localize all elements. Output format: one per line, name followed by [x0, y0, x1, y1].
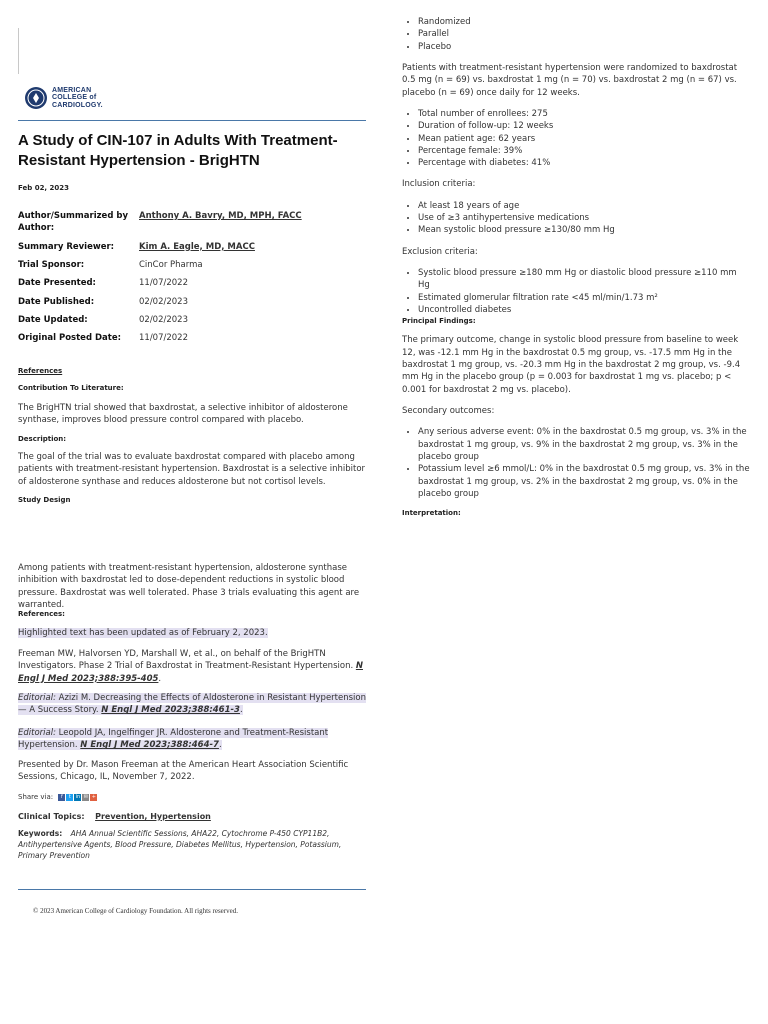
meta-row-presented — [18, 277, 366, 295]
page-title: A Study of CIN-107 in Adults With Treatment-Resistant Hypertension - BrigHTN — [18, 132, 338, 170]
acc-logo[interactable] — [24, 86, 103, 110]
design-list — [402, 16, 750, 53]
list-item: • Mean patient age: 62 years — [418, 133, 750, 145]
reference-3 — [18, 727, 366, 752]
meta-label: Original Posted Date: — [18, 333, 122, 344]
share-row — [18, 792, 366, 802]
secondary-heading: Secondary outcomes: — [402, 405, 495, 416]
logo-line-2: COLLEGE of — [52, 94, 97, 102]
interpretation-heading: Interpretation: — [402, 509, 461, 518]
more-share-icon[interactable]: + — [91, 793, 96, 800]
reference-3-doi-link[interactable]: N Engl J Med 2023;388:464-7 — [80, 740, 219, 751]
header-rule — [18, 120, 366, 121]
meta-value: 02/02/2023 — [139, 314, 188, 325]
facebook-icon[interactable]: f — [58, 794, 65, 801]
acc-logo-text — [52, 87, 103, 109]
reference-2 — [18, 692, 366, 717]
acc-seal-icon — [24, 86, 48, 110]
reference-3-prefix: Editorial: — [18, 728, 56, 738]
reference-2-doi-link[interactable]: N Engl J Med 2023;388:461-3 — [101, 705, 240, 716]
description-heading: Description: — [18, 435, 67, 443]
list-item: • Parallel — [418, 28, 750, 40]
logo-line-3: CARDIOLOGY. — [52, 101, 103, 109]
meta-row-reviewer — [18, 241, 366, 259]
list-item: • At least 18 years of age — [418, 200, 750, 212]
list-item: • Any serious adverse event: 0% in the baxdrostat 0.5 mg group, vs. 3% in the baxdrostat 1 mg group, vs. 9% in the baxdrostat 2 mg group, vs. 3% in the placebo group — [418, 426, 750, 463]
description-text: The goal of the trial was to evaluate baxdrostat compared with placebo among patients with treatment-resistant hypertension. Baxdrostat is a selective inhibitor of aldosterone synthase and reduces aldosterone but not cortisol levels. — [18, 452, 366, 487]
meta-label: Trial Sponsor: — [18, 259, 85, 270]
list-item: • Placebo — [418, 41, 750, 53]
meta-row-published — [18, 296, 366, 314]
findings-text: The primary outcome, change in systolic blood pressure from baseline to week 12, was -12.1 mm Hg in the baxdrostat 0.5 mg group, vs. -17.5 mm Hg in the baxdrostat 1 mg group, vs. -20.3 mm Hg in the baxdrostat 2 mg group, vs. -9.4 mm Hg in the placebo group (p = 0.003 for baxdrostat 1 mg vs. placebo; p < 0.001 for baxdrostat 2 mg vs. placebo). — [402, 335, 741, 395]
header-divider — [18, 28, 19, 74]
email-icon[interactable]: ✉ — [83, 793, 88, 800]
footer-rule — [18, 889, 366, 890]
findings-heading: Principal Findings: — [402, 317, 476, 326]
reviewer-link[interactable]: Kim A. Eagle, MD, MACC — [139, 241, 255, 252]
meta-row-updated — [18, 314, 366, 332]
twitter-icon[interactable]: t — [66, 794, 73, 801]
meta-row-author — [18, 210, 366, 241]
share-label: Share via: — [18, 793, 54, 801]
list-item: • Use of ≥3 antihypertensive medications — [418, 212, 750, 224]
keywords — [18, 829, 366, 862]
list-item: • Potassium level ≥6 mmol/L: 0% in the baxdrostat 0.5 mg group, vs. 3% in the baxdrostat 1 mg group, vs. 2% in the baxdrostat 2 mg group, vs. 0% in the placebo group — [418, 463, 750, 500]
exclusion-heading: Exclusion criteria: — [402, 246, 478, 257]
right-column — [402, 16, 750, 518]
reference-4: Presented by Dr. Mason Freeman at the American Heart Association Scientific Sessions, Chicago, IL, November 7, 2022. — [18, 760, 349, 783]
meta-value: 02/02/2023 — [139, 296, 188, 307]
list-item: • Percentage female: 39% — [418, 145, 750, 157]
reference-1 — [18, 648, 366, 685]
references-link[interactable]: References — [18, 367, 63, 375]
clinical-topics-label: Clinical Topics: — [18, 812, 85, 821]
meta-label: Date Published: — [18, 296, 95, 307]
list-item: • Percentage with diabetes: 41% — [418, 157, 750, 169]
contribution-text: The BrigHTN trial showed that baxdrostat, a selective inhibitor of aldosterone synthase, improves blood pressure control compared with placebo. — [18, 403, 348, 426]
linkedin-icon[interactable]: in — [75, 793, 81, 800]
publish-date: Feb 02, 2023 — [18, 184, 70, 192]
keywords-label: Keywords: — [18, 829, 63, 838]
study-design-heading: Study Design — [18, 496, 71, 504]
reference-2-prefix: Editorial: — [18, 693, 56, 703]
meta-label: Author/Summarized by Author: — [18, 211, 128, 234]
reference-2-highlight: Editorial: Azizi M. Decreasing the Effects of Aldosterone in Resistant Hypertension — A Success Story. N Engl J Med 2023;388:461-3. — [18, 693, 367, 716]
meta-label: Date Updated: — [18, 314, 88, 325]
keywords-value: AHA Annual Scientific Sessions, AHA22, Cytochrome P-450 CYP11B2, Antihypertensive Agents, Blood Pressure, Diabetes Mellitus, Hypertension, Potassium, Primary Prevention — [18, 829, 342, 860]
conclusion-text: Among patients with treatment-resistant hypertension, aldosterone synthase inhibition with baxdrostat led to dose-dependent reductions in systolic blood pressure. Baxdrostat was well tolerated. Phase 3 trials evaluating this agent are warranted. — [18, 563, 360, 610]
share-icons — [58, 794, 97, 801]
reference-3-highlight: Editorial: Leopold JA, Ingelfinger JR. Aldosterone and Treatment-Resistant Hypertension. N Engl J Med 2023;388:464-7. — [18, 728, 329, 751]
meta-row-sponsor — [18, 259, 366, 277]
contribution-heading: Contribution To Literature: — [18, 384, 124, 392]
clinical-topics — [18, 811, 366, 823]
list-item: • Mean systolic blood pressure ≥130/80 mm Hg — [418, 224, 750, 236]
inclusion-list — [402, 200, 750, 237]
references-heading: References: — [18, 610, 65, 618]
list-item: • Total number of enrollees: 275 — [418, 108, 750, 120]
design-text: Patients with treatment-resistant hypertension were randomized to baxdrostat 0.5 mg (n = 69) vs. baxdrostat 1 mg (n = 70) vs. baxdrostat 2 mg (n = 67) vs. placebo (n = 69) once daily for 12 weeks. — [402, 62, 738, 98]
list-item: • Duration of follow-up: 12 weeks — [418, 120, 750, 132]
logo-line-1: AMERICAN — [52, 86, 92, 94]
list-item: • Randomized — [418, 16, 750, 28]
reference-1-doi-link[interactable]: N Engl J Med 2023;388:395-405 — [18, 661, 363, 684]
meta-value: 11/07/2022 — [139, 333, 188, 344]
list-item: • Systolic blood pressure ≥180 mm Hg or diastolic blood pressure ≥110 mm Hg — [418, 267, 750, 292]
copyright: © 2023 American College of Cardiology Foundation. All rights reserved. — [33, 907, 238, 915]
meta-label: Summary Reviewer: — [18, 241, 115, 252]
reference-period: . — [158, 673, 162, 684]
list-item: • Uncontrolled diabetes — [418, 304, 750, 316]
list-item: • Estimated glomerular filtration rate <45 ml/min/1.73 m² — [418, 292, 750, 304]
clinical-topics-link[interactable]: Prevention, Hypertension — [95, 812, 211, 821]
reference-update-note — [18, 627, 366, 639]
inclusion-heading: Inclusion criteria: — [402, 179, 476, 190]
highlighted-note: Highlighted text has been updated as of February 2, 2023. — [18, 628, 268, 638]
reference-1-text: Freeman MW, Halvorsen YD, Marshall W, et al., on behalf of the BrigHTN Investigators. Phase 2 Trial of Baxdrostat in Treatment-Resistant Hypertension. — [18, 649, 356, 672]
meta-value: 11/07/2022 — [139, 278, 188, 289]
stats-list — [402, 108, 750, 170]
meta-row-posted — [18, 332, 366, 350]
meta-value: CinCor Pharma — [139, 259, 203, 270]
reference-3-text: Leopold JA, Ingelfinger JR. Aldosterone and Treatment-Resistant Hypertension. — [18, 728, 329, 751]
exclusion-list — [402, 267, 750, 316]
reference-2-text: Azizi M. Decreasing the Effects of Aldosterone in Resistant Hypertension — A Success Story. — [18, 693, 367, 716]
article-meta-table — [18, 210, 366, 351]
author-link[interactable]: Anthony A. Bavry, MD, MPH, FACC — [139, 211, 302, 221]
secondary-list — [402, 426, 750, 500]
meta-label: Date Presented: — [18, 278, 96, 289]
